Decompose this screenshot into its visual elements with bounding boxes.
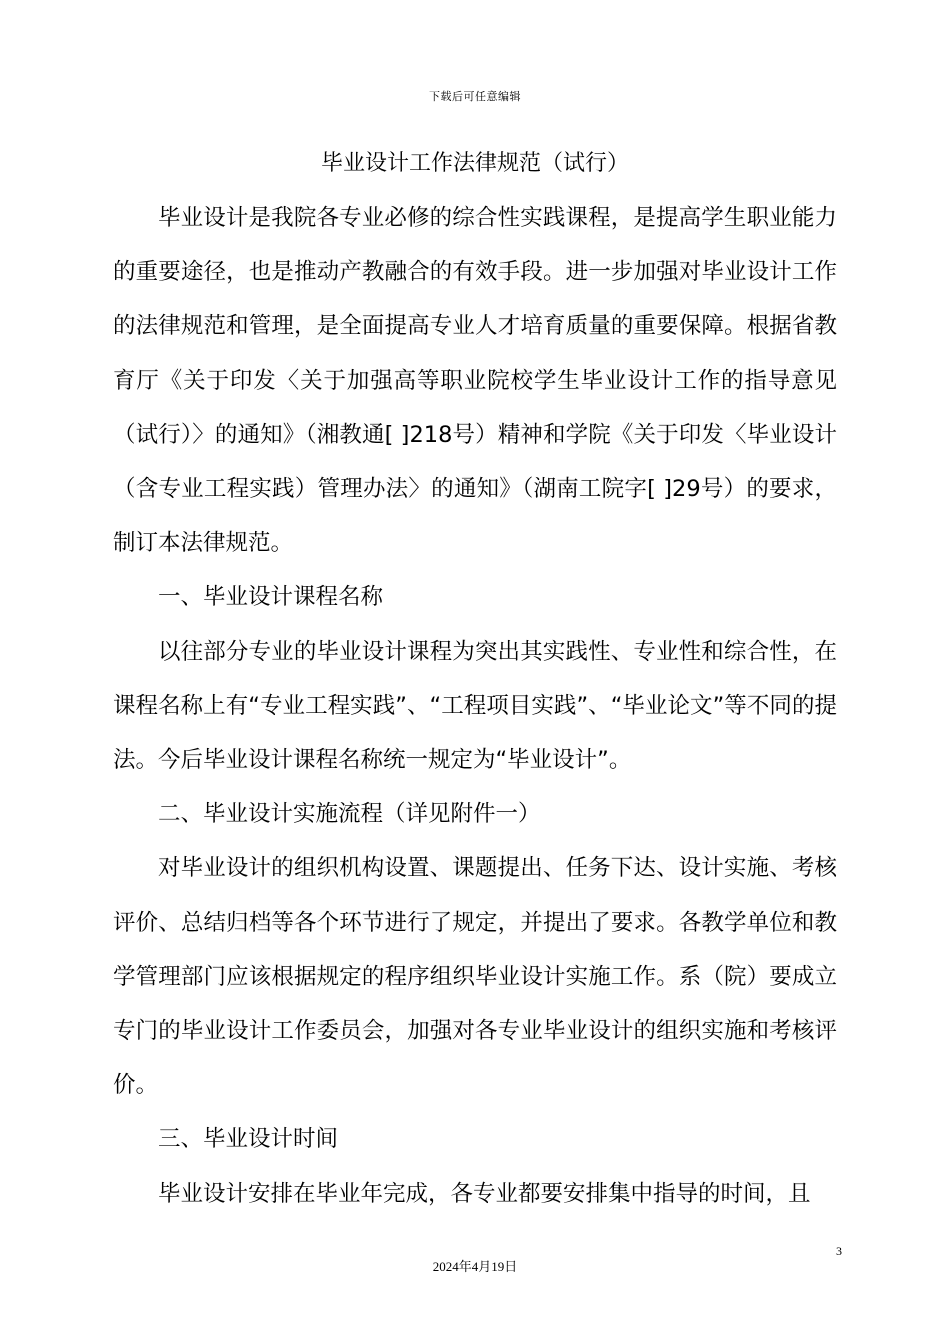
page-number: 3 [836, 1244, 842, 1258]
document-title: 毕业设计工作法律规范（试行） [320, 151, 629, 176]
footer-date: 2024年4月19日 [432, 1259, 518, 1274]
section-paragraph-2: 对毕业设计的组织机构设置、课题提出、任务下达、设计实施、考核评价、总结归档等各个环节进行了规定，并提出了要求。各教学单位和教学管理部门应该根据规定的程序组织毕业设计实施工作。系（院）要成立专门的毕业设计工作委员会，加强对各专业毕业设计的组织实施和考核评价。 [113, 855, 837, 1099]
document-body [113, 191, 837, 1221]
section-paragraph-3: 毕业设计安排在毕业年完成，各专业都要安排集中指导的时间，且 [158, 1180, 811, 1207]
intro-paragraph: 毕业设计是我院各专业必修的综合性实践课程，是提高学生职业能力的重要途径，也是推动产教融合的有效手段。进一步加强对毕业设计工作的法律规范和管理，是全面提高专业人才培育质量的重要保障。根据省教育厅《关于印发〈关于加强高等职业院校学生毕业设计工作的指导意见（试行）〉的通知》（湘教通[ ]218号）精神和学院《关于印发〈毕业设计（含专业工程实践）管理办法〉的通知》（湖南工院字[ ]29号）的要求，制订本法律规范。 [113, 205, 837, 557]
section-heading-1: 一、毕业设计课程名称 [158, 584, 384, 611]
header-note: 下载后可任意编辑 [429, 90, 521, 103]
section-heading-2: 二、毕业设计实施流程（详见附件一） [158, 801, 541, 828]
section-paragraph-1: 以往部分专业的毕业设计课程为突出其实践性、专业性和综合性，在课程名称上有“专业工程实践”、“工程项目实践”、“毕业论文”等不同的提法。今后毕业设计课程名称统一规定为“毕业设计”。 [113, 638, 837, 774]
section-heading-3: 三、毕业设计时间 [158, 1126, 339, 1153]
